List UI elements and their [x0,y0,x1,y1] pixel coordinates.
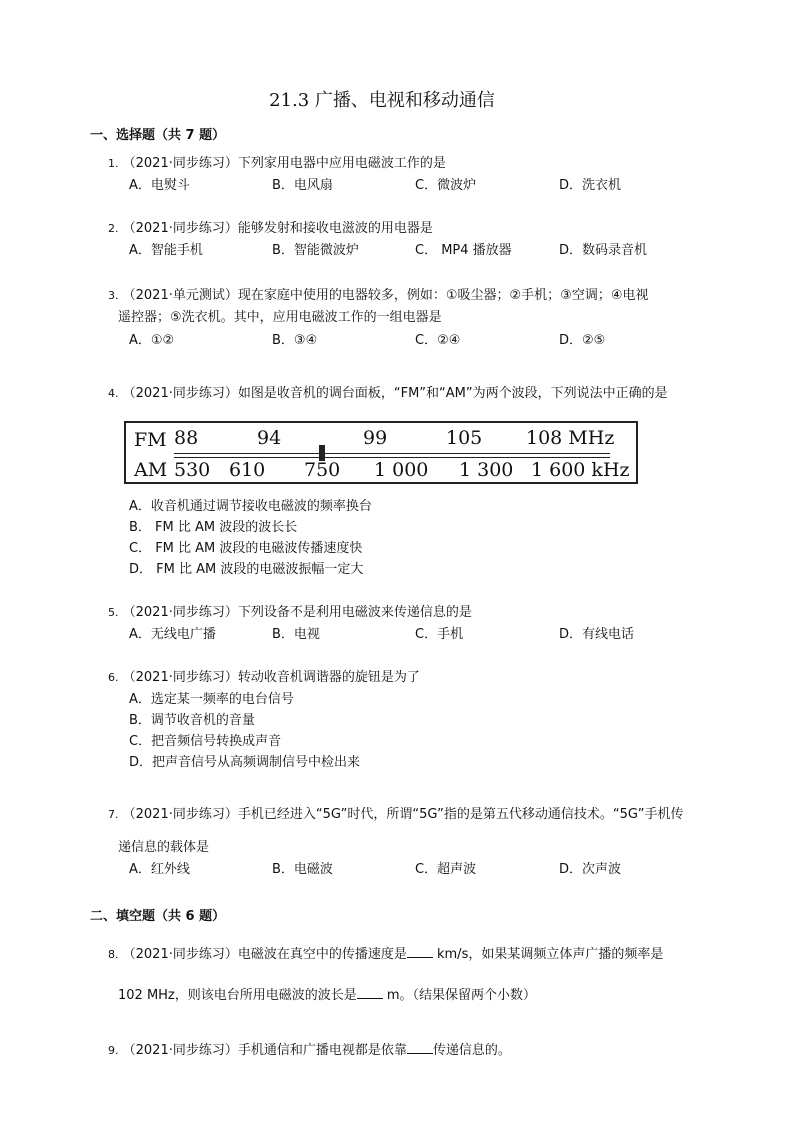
answer-blank[interactable] [407,1041,433,1054]
question-1-option-c[interactable]: C．微波炉 [415,178,477,193]
question-7-option-d[interactable]: D．次声波 [559,862,622,877]
question-4-option-b[interactable]: B． FM 比 AM 波段的波长长 [129,520,298,535]
fm-tick-label: 108 MHz [526,427,615,449]
question-5-option-a[interactable]: A．无线电广播 [129,627,216,642]
question-2-stem [108,217,433,236]
answer-blank[interactable] [357,986,383,999]
question-6-option-a[interactable]: A．选定某一频率的电台信号 [129,692,294,707]
question-number: 1. [108,157,119,170]
question-5-stem [108,601,472,620]
answer-blank[interactable] [407,945,433,958]
question-2-option-c[interactable]: C． MP4 播放器 [415,243,512,258]
question-text: 传递信息的。 [432,1043,511,1058]
question-text: 102 MHz，则该电台所用电磁波的波长是 [118,988,357,1003]
question-number: 5. [108,606,119,619]
question-text: （2021·同步练习）手机通信和广播电视都是依靠 [122,1043,407,1058]
fm-tick-label: 94 [257,427,282,449]
question-7-option-b[interactable]: B．电磁波 [272,862,333,877]
question-1-stem [108,152,446,171]
am-tick-label: 610 [229,459,266,481]
question-1-option-d[interactable]: D．洗衣机 [559,178,622,193]
question-5-option-d[interactable]: D．有线电话 [559,627,635,642]
question-6-stem [108,666,420,685]
question-2-option-d[interactable]: D．数码录音机 [559,243,648,258]
question-7-option-c[interactable]: C．超声波 [415,862,477,877]
question-3-option-c[interactable]: C．②④ [415,333,461,348]
question-4-option-c[interactable]: C． FM 比 AM 波段的电磁波传播速度快 [129,541,363,556]
am-band-label: AM [134,459,168,481]
question-text: （2021·同步练习）如图是收音机的调台面板，“FM”和“AM”为两个波段，下列说法中正确的是 [122,386,668,401]
question-4-option-a[interactable]: A．收音机通过调节接收电磁波的频率换台 [129,499,372,514]
question-4-option-d[interactable]: D． FM 比 AM 波段的电磁波振幅一定大 [129,562,364,577]
question-number: 4. [108,387,119,400]
question-3-option-d[interactable]: D．②⑤ [559,333,606,348]
am-tick-label: 1 300 [459,459,514,481]
am-tick-label: 1 000 [374,459,429,481]
question-3-stem-line-2: 遥控器；⑤洗衣机。其中，应用电磁波工作的一组电器是 [118,310,442,325]
question-6-option-d[interactable]: D．把声音信号从高频调制信号中检出来 [129,755,361,770]
question-1-option-b[interactable]: B．电风扇 [272,178,333,193]
question-7-stem-line-1 [108,803,683,822]
question-1-option-a[interactable]: A．电熨斗 [129,178,190,193]
question-6-option-b[interactable]: B．调节收音机的音量 [129,713,255,728]
am-tick-label: 530 [174,459,211,481]
question-text: （2021·同步练习）能够发射和接收电滋波的用电器是 [122,221,433,236]
question-number: 2. [108,222,119,235]
question-text: （2021·同步练习）转动收音机调谐器的旋钮是为了 [122,670,420,685]
question-text: （2021·同步练习）手机已经进入“5G”时代，所谓“5G”指的是第五代移动通信技术。“5G”手机传 [122,807,684,822]
question-8-stem-line-1 [108,943,663,962]
question-text: m。（结果保留两个小数） [382,988,537,1003]
question-3-option-b[interactable]: B．③④ [272,333,318,348]
question-9-stem [108,1039,511,1058]
question-text: （2021·同步练习）下列家用电器中应用电磁波工作的是 [122,156,446,171]
question-number: 3. [108,289,119,302]
question-text: （2021·同步练习）电磁波在真空中的传播速度是 [122,947,407,962]
radio-tuning-dial-figure [124,421,638,484]
question-number: 9. [108,1044,119,1057]
question-4-stem [108,382,668,401]
question-number: 8. [108,948,119,961]
fm-tick-label: 88 [174,427,199,449]
question-5-option-c[interactable]: C．手机 [415,627,464,642]
question-text: （2021·单元测试）现在家庭中使用的电器较多，例如：①吸尘器；②手机；③空调；④电视 [122,288,649,303]
question-3-option-a[interactable]: A．①② [129,333,175,348]
fm-tick-label: 99 [363,427,388,449]
page-title: 21.3 广播、电视和移动通信 [269,90,495,111]
question-8-stem-line-2 [118,984,536,1003]
question-number: 6. [108,671,119,684]
question-5-option-b[interactable]: B．电视 [272,627,320,642]
question-6-option-c[interactable]: C．把音频信号转换成声音 [129,734,282,749]
section-fill-heading: 二、填空题（共 6 题） [90,909,226,924]
tuning-band-track [174,453,610,458]
am-tick-label: 750 [304,459,341,481]
question-text: km/s，如果某调频立体声广播的频率是 [432,947,664,962]
question-3-stem-line-1 [108,284,648,303]
question-text: （2021·同步练习）下列设备不是利用电磁波来传递信息的是 [122,605,472,620]
question-2-option-b[interactable]: B．智能微波炉 [272,243,359,258]
am-tick-label: 1 600 kHz [531,459,630,481]
question-7-option-a[interactable]: A．红外线 [129,862,190,877]
question-7-stem-line-2: 递信息的载体是 [118,840,210,855]
fm-tick-label: 105 [446,427,483,449]
question-number: 7. [108,808,119,821]
section-choice-heading: 一、选择题（共 7 题） [90,128,226,143]
question-2-option-a[interactable]: A．智能手机 [129,243,203,258]
fm-band-label: FM [134,429,167,451]
